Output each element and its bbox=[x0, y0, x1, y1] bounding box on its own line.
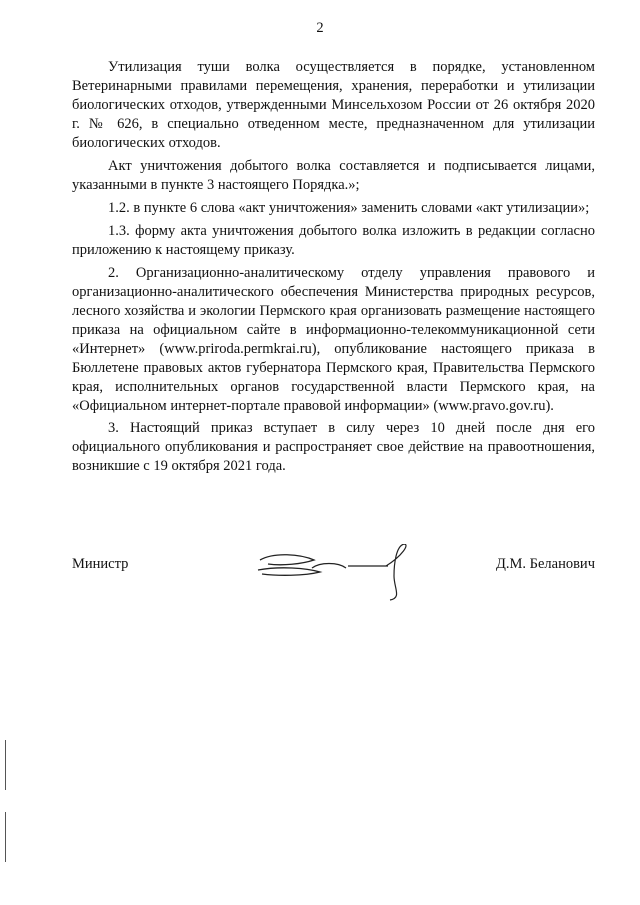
page-number: 2 bbox=[316, 20, 324, 36]
paragraph-item-1-3: 1.3. форму акта уничтожения добытого волка изложить в редакции согласно приложению к настоящему приказу. bbox=[72, 223, 595, 258]
paragraph-wolf-disposal: Утилизация туши волка осуществляется в порядке, установленном Ветеринарными правилами перемещения, хранения, переработки и утилизации биологических отходов, утвержденными Минсельхозом России от 26 октября 2020 г. № 626, в специально отведенном месте, предназначенном для утилизации биологических отходов. bbox=[72, 59, 595, 151]
signature-block bbox=[72, 556, 595, 616]
paragraph-item-2: 2. Организационно-аналитическому отделу управления правового и организационно-аналитического обеспечения Министерства природных ресурсов, лесного хозяйства и экологии Пермского края организовать размещение настоящего приказа на официальном сайте в информационно-телекоммуникационной сети «Интернет» (www.priroda.permkrai.ru), опубликование настоящего приказа в Бюллетене правовых актов губернатора Пермского края, Правительства Пермского края, исполнительных органов государственной власти Пермского края, на «Официальном интернет-портале правовой информации» (www.pravo.gov.ru). bbox=[72, 265, 595, 414]
paragraph-item-3: 3. Настоящий приказ вступает в силу через 10 дней после дня его официального опубликования и распространяет свое действие на правоотношения, возникшие с 19 октября 2021 года. bbox=[72, 420, 595, 474]
signer-name: Д.М. Беланович bbox=[495, 556, 595, 572]
margin-scan-line bbox=[5, 740, 6, 790]
document-body bbox=[72, 58, 595, 480]
margin-scan-line bbox=[5, 812, 6, 862]
handwritten-signature-icon bbox=[252, 544, 427, 604]
signer-position: Министр bbox=[72, 556, 129, 572]
paragraph-item-1-2: 1.2. в пункте 6 слова «акт уничтожения» заменить словами «акт утилизации»; bbox=[108, 200, 590, 216]
paragraph-destruction-act: Акт уничтожения добытого волка составляется и подписывается лицами, указанными в пункте 3 настоящего Порядка.»; bbox=[72, 158, 595, 193]
